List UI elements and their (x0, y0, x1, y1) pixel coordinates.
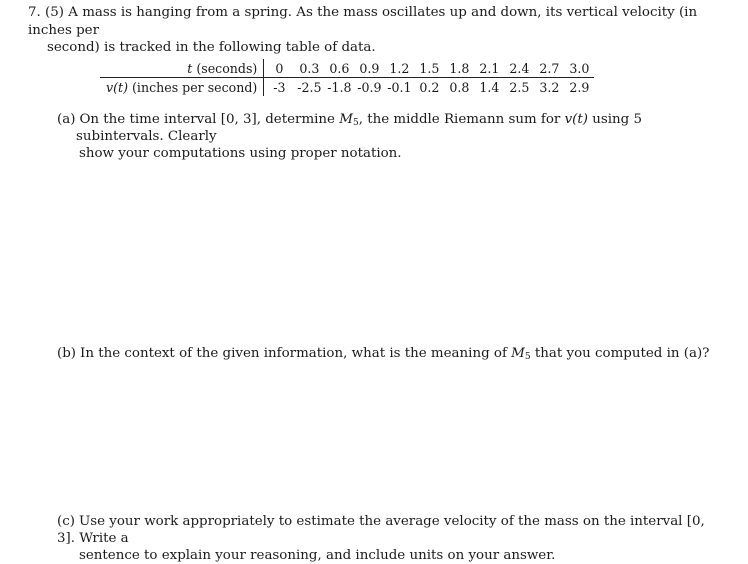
part-c (57, 513, 717, 564)
t-value: 2.7 (534, 59, 564, 78)
v-value: 0.2 (419, 80, 440, 95)
t-value: 0.6 (324, 59, 354, 78)
row-label-time: t (seconds) (100, 59, 264, 78)
t-value: 3.0 (564, 59, 594, 78)
v-value: -2.5 (297, 80, 322, 95)
v-value: -1.8 (327, 80, 352, 95)
part-a-line-1: (a) On the time interval [0, 3], determine $M_5$, the middle Riemann sum for v(t) using 5 subintervals. Clearly (57, 112, 642, 144)
table-row-time (100, 59, 594, 78)
t-value: 0.9 (354, 59, 384, 78)
v-value: 2.9 (569, 80, 590, 95)
row-label-velocity: v(t) (inches per second) (100, 78, 264, 97)
part-b-tag: (b) (57, 346, 77, 361)
v-value: -0.1 (387, 80, 412, 95)
part-b: (b) In the context of the given information, what is the meaning of $M_5$ that you computed in (a)? (57, 346, 710, 362)
problem-line-1 (28, 4, 718, 39)
v-value: 0.8 (449, 80, 470, 95)
problem-text-line-2: second) is tracked in the following table of data. (47, 40, 376, 55)
problem-number: 7. (28, 5, 41, 20)
part-c-tag: (c) (57, 514, 75, 529)
problem-statement (28, 4, 718, 57)
v-value: 3.2 (539, 80, 560, 95)
problem-text-line-1: A mass is hanging from a spring. As the mass oscillates up and down, its vertical velocity (in inches per (28, 5, 698, 38)
data-table (100, 59, 594, 96)
t-value: 1.5 (414, 59, 444, 78)
t-value: 1.2 (384, 59, 414, 78)
t-value: 2.4 (504, 59, 534, 78)
part-a-tag: (a) (57, 112, 76, 127)
v-value: -0.9 (357, 80, 382, 95)
t-value: 1.8 (444, 59, 474, 78)
problem-points: (5) (45, 5, 65, 20)
part-a-line-2: show your computations using proper notation. (79, 146, 402, 161)
v-value: 2.5 (509, 80, 530, 95)
part-c-line-2: sentence to explain your reasoning, and include units on your answer. (79, 548, 556, 563)
part-a (57, 111, 717, 162)
t-value: 0.3 (294, 59, 324, 78)
v-value: -3 (273, 80, 286, 95)
t-value: 2.1 (474, 59, 504, 78)
v-value: 1.4 (479, 80, 500, 95)
part-c-line-1: (c) Use your work appropriately to estimate the average velocity of the mass on the interval [0, 3]. Write a (57, 514, 705, 546)
table-row-velocity (100, 78, 594, 97)
t-value: 0 (264, 59, 295, 78)
